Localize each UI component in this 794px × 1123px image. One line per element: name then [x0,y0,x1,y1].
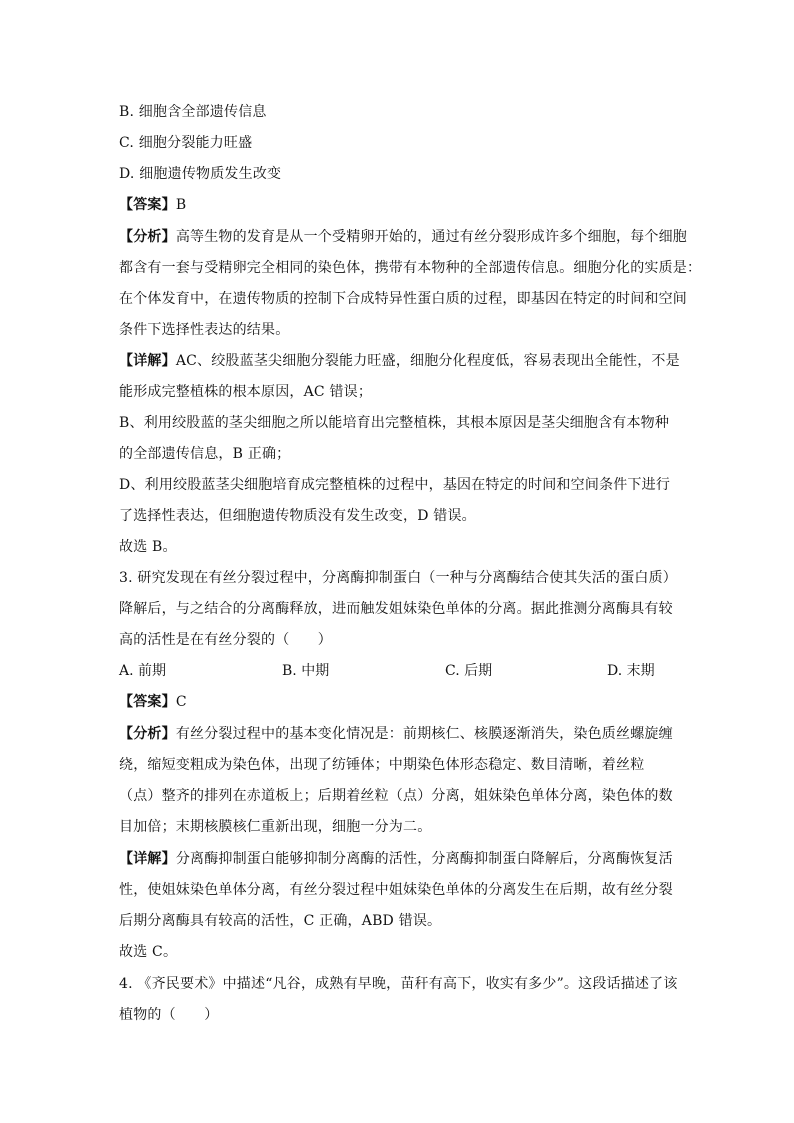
analysis-text: 高等生物的发育是从一个受精卵开始的，通过有丝分裂形成许多个细胞，每个细胞 [175,229,688,245]
q2-analysis-line: 都含有一套与受精卵完全相同的染色体，携带有本物种的全部遗传信息。细胞分化的实质是： [119,260,702,276]
answer-value: B [175,197,187,213]
q4-stem-line: 4. 《齐民要术》中描述“凡谷，成熟有早晚，苗秆有高下，收实有多少”。这段话描述了该 [119,976,678,992]
q3-analysis-line: （点）整齐的排列在赤道板上；后期着丝粒（点）分离，姐妹染色单体分离，染色体的数 [119,788,673,804]
q4-stem-line: 植物的（ ） [119,1007,219,1023]
q3-stem-line: 降解后，与之结合的分离酶释放，进而触发姐妹染色单体的分离。据此推测分离酶具有较 [119,601,673,617]
q3-option-d: D. 末期 [607,663,655,679]
q3-answer [119,692,187,712]
q3-conclusion: 故选 C。 [119,944,178,960]
q3-option-c: C. 后期 [445,663,493,679]
answer-tag: 【答案】 [119,197,176,213]
q2-detail-line: 的全部遗传信息，B 正确； [119,446,291,462]
q2-option-b: B. 细胞含全部遗传信息 [119,104,267,120]
q2-option-c: C. 细胞分裂能力旺盛 [119,135,253,151]
q3-analysis-line [119,724,673,744]
detail-tag: 【详解】 [119,353,176,369]
q2-analysis-line: 在个体发育中，在遗传物质的控制下合成特异性蛋白质的过程，即基因在特定的时间和空间 [119,291,687,307]
analysis-tag: 【分析】 [119,229,176,245]
q2-detail-line [119,351,680,371]
q3-detail-line [119,849,673,869]
answer-value: C [175,694,187,710]
q2-detail-line: 了选择性表达，但细胞遗传物质没有发生改变，D 错误。 [119,508,476,524]
answer-tag: 【答案】 [119,694,176,710]
q2-option-d: D. 细胞遗传物质发生改变 [119,166,282,182]
q2-detail-line: D、利用绞股蓝茎尖细胞培育成完整植株的过程中，基因在特定的时间和空间条件下进行 [119,477,671,493]
analysis-text: 有丝分裂过程中的基本变化情况是：前期核仁、核膜逐渐消失，染色质丝螺旋缠 [175,726,673,742]
q2-detail-line: B、利用绞股蓝的茎尖细胞之所以能培育出完整植株，其根本原因是茎尖细胞含有本物种 [119,415,670,431]
q3-detail-line: 后期分离酶具有较高的活性，C 正确，ABD 错误。 [119,913,442,929]
q2-analysis-line [119,227,687,247]
q2-conclusion: 故选 B。 [119,539,177,555]
detail-text: AC、绞股蓝茎尖细胞分裂能力旺盛，细胞分化程度低，容易表现出全能性，不是 [175,353,680,369]
q3-stem-line: 高的活性是在有丝分裂的（ ） [119,632,332,648]
q3-analysis-line: 绕，缩短变粗成为染色体，出现了纺锤体；中期染色体形态稳定、数目清晰，着丝粒 [119,757,645,773]
detail-text: 分离酶抑制蛋白能够抑制分离酶的活性，分离酶抑制蛋白降解后，分离酶恢复活 [175,851,673,867]
q3-option-b: B. 中期 [282,663,330,679]
q2-answer [119,195,186,215]
q2-detail-line: 能形成完整植株的根本原因，AC 错误； [119,384,373,400]
q2-analysis-line: 条件下选择性表达的结果。 [119,322,290,338]
q3-detail-line: 性，使姐妹染色单体分离，有丝分裂过程中姐妹染色单体的分离发生在后期，故有丝分裂 [119,882,673,898]
q3-stem-line: 3. 研究发现在有丝分裂过程中，分离酶抑制蛋白（一种与分离酶结合使其失活的蛋白质） [119,570,678,586]
q3-analysis-line: 目加倍；末期核膜核仁重新出现，细胞一分为二。 [119,819,432,835]
analysis-tag: 【分析】 [119,726,176,742]
q3-option-a: A. 前期 [119,663,167,679]
detail-tag: 【详解】 [119,851,176,867]
